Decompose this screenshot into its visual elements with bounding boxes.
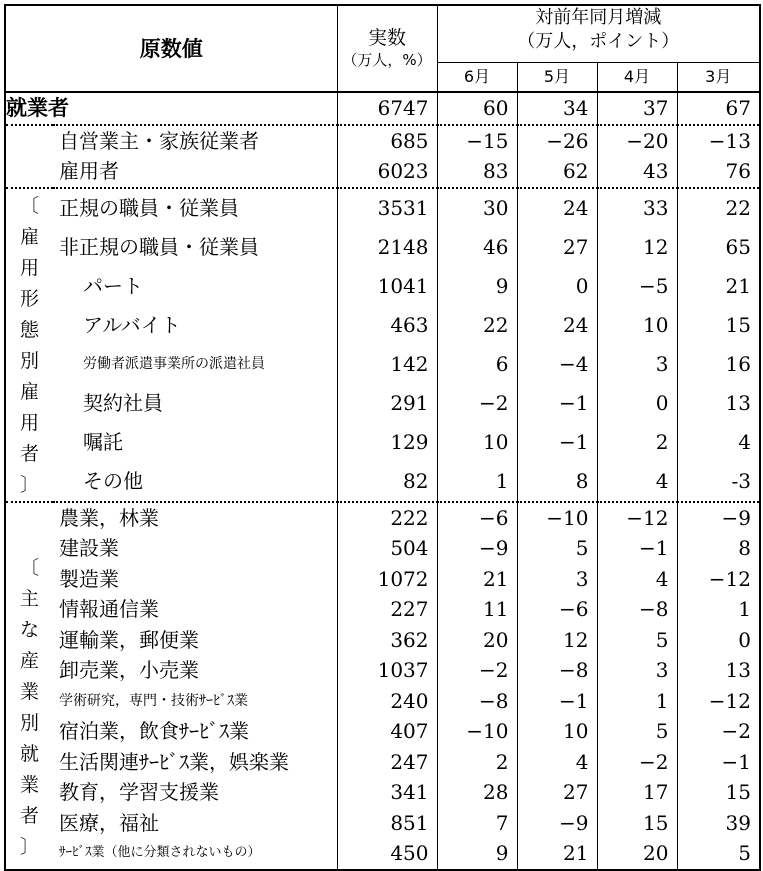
- table-row: [5, 716, 760, 747]
- change-value: −6: [517, 594, 597, 625]
- row-label: 自営業主・家族従業者: [59, 128, 259, 153]
- change-value: 30: [437, 188, 517, 228]
- actual-value: 129: [337, 422, 437, 461]
- change-value: −1: [677, 747, 760, 778]
- side-label-char: 態: [19, 318, 39, 341]
- change-value: 62: [517, 156, 597, 188]
- change-value: 5: [597, 625, 677, 656]
- change-value: 20: [437, 625, 517, 656]
- change-value: 5: [597, 716, 677, 747]
- side-label-char: 業: [19, 773, 39, 796]
- change-value: −9: [437, 533, 517, 564]
- table-row: [5, 188, 760, 228]
- actual-value: 240: [337, 686, 437, 717]
- side-label-char: 者: [19, 442, 39, 465]
- actual-value: 6747: [337, 92, 437, 125]
- actual-value: 6023: [337, 156, 437, 188]
- change-value: 3: [597, 655, 677, 686]
- indent-cell: [5, 125, 53, 157]
- row-label: 運輸業，郵便業: [59, 627, 199, 652]
- change-value: 8: [677, 533, 760, 564]
- side-label-char: 雇: [19, 380, 39, 403]
- change-value: 21: [677, 267, 760, 306]
- row-label: 製造業: [59, 566, 119, 591]
- actual-value: 222: [337, 502, 437, 534]
- data-table: [4, 4, 761, 871]
- total-row: [5, 92, 760, 125]
- row-label: 雇用者: [59, 159, 119, 184]
- change-label: 対前年同月増減: [535, 7, 662, 28]
- change-value: 16: [677, 344, 760, 383]
- row-label: ｻｰﾋﾞｽ業（他に分類されないもの）: [59, 845, 261, 861]
- indent-cell: [5, 156, 53, 188]
- change-value: 3: [517, 564, 597, 595]
- change-value: 4: [677, 422, 760, 461]
- change-value: −9: [517, 808, 597, 839]
- row-label: 学術研究，専門・技術ｻｰﾋﾞｽ業: [59, 692, 248, 709]
- row-label: 宿泊業，飲食ｻｰﾋﾞｽ業: [59, 719, 249, 744]
- table-row: [5, 808, 760, 839]
- row-label: 農業，林業: [59, 505, 159, 530]
- group-side-label: [5, 188, 53, 502]
- actual-value: 851: [337, 808, 437, 839]
- actual-value: 1041: [337, 267, 437, 306]
- change-value: 4: [597, 461, 677, 501]
- change-value: −2: [677, 716, 760, 747]
- side-label-char: 〔: [19, 556, 39, 579]
- change-value: 27: [517, 228, 597, 267]
- change-value: 76: [677, 156, 760, 188]
- actual-value: 291: [337, 383, 437, 422]
- side-label-char: 〔: [19, 194, 39, 217]
- change-value: 0: [517, 267, 597, 306]
- change-value: 34: [517, 92, 597, 125]
- change-unit: （万人，ポイント）: [517, 31, 680, 52]
- change-value: 6: [437, 344, 517, 383]
- change-value: 12: [597, 228, 677, 267]
- change-value: 17: [597, 777, 677, 808]
- actual-value: 1072: [337, 564, 437, 595]
- change-value: 15: [677, 777, 760, 808]
- change-value: 28: [437, 777, 517, 808]
- change-value: 7: [437, 808, 517, 839]
- change-value: 37: [597, 92, 677, 125]
- table-row: [5, 156, 760, 188]
- change-value: −1: [517, 686, 597, 717]
- table-row: [5, 747, 760, 778]
- change-value: 22: [677, 188, 760, 228]
- change-value: 11: [437, 594, 517, 625]
- side-label-char: 〕: [19, 835, 39, 858]
- change-value: 9: [437, 838, 517, 870]
- side-label-char: 者: [19, 804, 39, 827]
- change-value: 5: [517, 533, 597, 564]
- row-label: 卸売業，小売業: [59, 658, 199, 683]
- change-value: −12: [677, 686, 760, 717]
- change-value: −8: [437, 686, 517, 717]
- change-header: [437, 5, 760, 63]
- row-label: 教育，学習支援業: [59, 780, 219, 805]
- row-label: 医療，福祉: [59, 810, 159, 835]
- change-value: 21: [437, 564, 517, 595]
- change-value: −13: [677, 125, 760, 157]
- actual-value: 227: [337, 594, 437, 625]
- actual-header: [337, 5, 437, 92]
- table-row: [5, 625, 760, 656]
- change-value: −1: [597, 533, 677, 564]
- change-value: 2: [437, 747, 517, 778]
- change-value: 15: [597, 808, 677, 839]
- side-label-char: 就: [19, 742, 39, 765]
- side-label-char: 用: [19, 256, 39, 279]
- change-value: 27: [517, 777, 597, 808]
- actual-value: 341: [337, 777, 437, 808]
- table-row: [5, 383, 760, 422]
- row-label: アルバイト: [83, 313, 181, 337]
- change-value: 12: [517, 625, 597, 656]
- change-value: −15: [437, 125, 517, 157]
- change-value: −20: [597, 125, 677, 157]
- row-label: その他: [83, 468, 143, 493]
- table-row: [5, 344, 760, 383]
- change-value: −12: [597, 502, 677, 534]
- side-label-char: 別: [19, 349, 39, 372]
- table-row: [5, 838, 760, 870]
- change-value: 24: [517, 188, 597, 228]
- actual-unit: （万人，%）: [342, 50, 432, 69]
- change-value: 4: [517, 747, 597, 778]
- change-value: 60: [437, 92, 517, 125]
- change-value: 24: [517, 306, 597, 345]
- change-value: 3: [597, 344, 677, 383]
- change-value: -3: [677, 461, 760, 501]
- change-value: 2: [597, 422, 677, 461]
- change-value: 13: [677, 655, 760, 686]
- actual-value: 1037: [337, 655, 437, 686]
- change-value: −1: [517, 383, 597, 422]
- change-value: 9: [437, 267, 517, 306]
- change-value: −10: [437, 716, 517, 747]
- table-row: [5, 655, 760, 686]
- change-value: 10: [597, 306, 677, 345]
- table-row: [5, 267, 760, 306]
- row-label: 就業者: [6, 96, 69, 121]
- month-header: 4月: [597, 63, 677, 93]
- change-value: 4: [597, 564, 677, 595]
- change-value: −10: [517, 502, 597, 534]
- change-value: 0: [597, 383, 677, 422]
- row-label: 生活関連ｻｰﾋﾞｽ業，娯楽業: [59, 749, 289, 774]
- change-value: −2: [437, 383, 517, 422]
- table-row: [5, 306, 760, 345]
- side-label-char: 別: [19, 711, 39, 734]
- table-row: [5, 533, 760, 564]
- change-value: 15: [677, 306, 760, 345]
- change-value: 46: [437, 228, 517, 267]
- table-row: [5, 777, 760, 808]
- table-row: [5, 594, 760, 625]
- row-label: 非正規の職員・従業員: [59, 235, 259, 260]
- change-value: −2: [437, 655, 517, 686]
- row-label: 建設業: [59, 536, 119, 561]
- row-label: パート: [83, 274, 143, 299]
- change-value: 21: [517, 838, 597, 870]
- row-label: 正規の職員・従業員: [59, 196, 239, 221]
- change-value: 67: [677, 92, 760, 125]
- row-label: 嘱託: [83, 429, 123, 454]
- actual-label: 実数: [367, 26, 406, 49]
- change-value: −12: [677, 564, 760, 595]
- side-label-char: 〕: [19, 473, 39, 496]
- change-value: −2: [597, 747, 677, 778]
- change-value: 39: [677, 808, 760, 839]
- change-value: 22: [437, 306, 517, 345]
- change-value: 13: [677, 383, 760, 422]
- side-label-char: な: [19, 618, 39, 641]
- table-row: [5, 228, 760, 267]
- change-value: 43: [597, 156, 677, 188]
- side-label-char: 用: [19, 411, 39, 434]
- group-side-label: [5, 502, 53, 870]
- change-value: 83: [437, 156, 517, 188]
- row-label: 労働者派遣事業所の派遣社員: [83, 355, 265, 372]
- change-value: −9: [677, 502, 760, 534]
- row-label: 契約社員: [83, 390, 163, 415]
- change-value: −5: [597, 267, 677, 306]
- change-value: −8: [517, 655, 597, 686]
- month-header: 3月: [677, 63, 760, 93]
- change-value: 1: [677, 594, 760, 625]
- change-value: 1: [437, 461, 517, 501]
- side-label-char: 産: [19, 649, 39, 672]
- month-header: 5月: [517, 63, 597, 93]
- side-label-char: 雇: [19, 225, 39, 248]
- table-row: [5, 686, 760, 717]
- change-value: 8: [517, 461, 597, 501]
- labor-statistics-table: [4, 4, 759, 866]
- change-value: −8: [597, 594, 677, 625]
- change-value: 1: [597, 686, 677, 717]
- actual-value: 3531: [337, 188, 437, 228]
- table-row: [5, 502, 760, 534]
- change-value: 10: [517, 716, 597, 747]
- actual-value: 247: [337, 747, 437, 778]
- change-value: 0: [677, 625, 760, 656]
- change-value: 5: [677, 838, 760, 870]
- change-value: −6: [437, 502, 517, 534]
- actual-value: 2148: [337, 228, 437, 267]
- actual-value: 504: [337, 533, 437, 564]
- row-label: 情報通信業: [59, 597, 159, 622]
- actual-value: 463: [337, 306, 437, 345]
- actual-value: 685: [337, 125, 437, 157]
- table-row: [5, 422, 760, 461]
- change-value: 10: [437, 422, 517, 461]
- change-value: 65: [677, 228, 760, 267]
- change-value: 33: [597, 188, 677, 228]
- month-header: 6月: [437, 63, 517, 93]
- actual-value: 82: [337, 461, 437, 501]
- change-value: −4: [517, 344, 597, 383]
- table-title: 原数値: [139, 36, 203, 61]
- side-label-char: 形: [19, 287, 39, 310]
- change-value: −1: [517, 422, 597, 461]
- change-value: −26: [517, 125, 597, 157]
- side-label-char: 主: [19, 587, 39, 610]
- side-label-char: 業: [19, 680, 39, 703]
- change-value: 20: [597, 838, 677, 870]
- actual-value: 142: [337, 344, 437, 383]
- actual-value: 362: [337, 625, 437, 656]
- actual-value: 407: [337, 716, 437, 747]
- table-row: [5, 461, 760, 501]
- table-row: [5, 564, 760, 595]
- table-row: [5, 125, 760, 157]
- actual-value: 450: [337, 838, 437, 870]
